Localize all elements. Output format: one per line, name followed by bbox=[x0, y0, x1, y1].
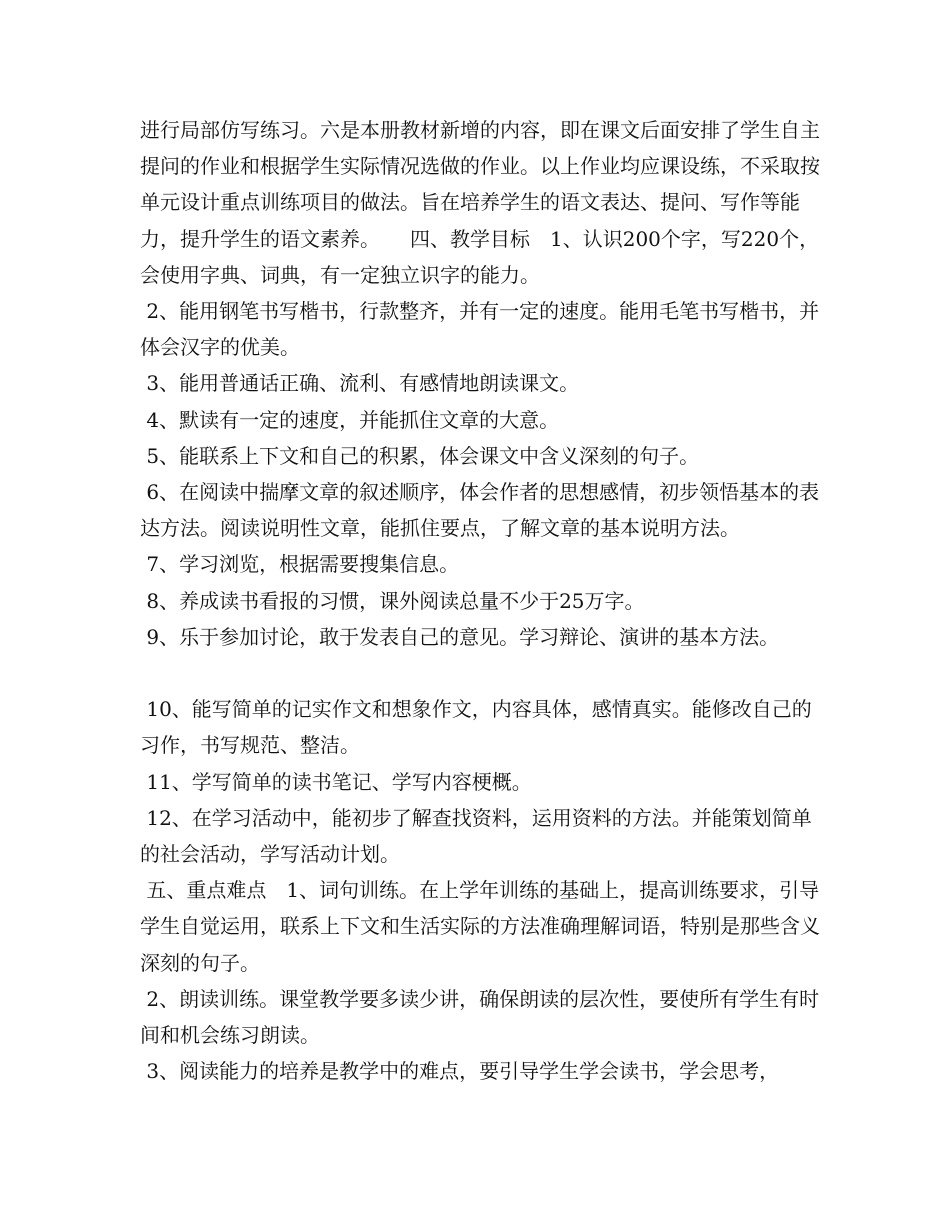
document-body bbox=[140, 112, 830, 1089]
paragraph-goal-8: 8、养成读书看报的习惯，课外阅读总量不少于25万字。 bbox=[140, 588, 645, 613]
paragraph-goal-6: 6、在阅读中揣摩文章的叙述顺序，体会作者的思想感情，初步领悟基本的表达方法。阅读说明性文章，能抓住要点，了解文章的基本说明方法。 bbox=[140, 480, 820, 541]
blank-line bbox=[140, 655, 830, 691]
paragraph-goal-12: 12、在学习活动中，能初步了解查找资料，运用资料的方法。并能策划简单的社会活动，学写活动计划。 bbox=[140, 805, 812, 867]
paragraph-key-point-2: 2、朗读训练。课堂教学要多读少讲，确保朗读的层次性，要使所有学生有时间和机会练习朗读。 bbox=[140, 986, 820, 1048]
paragraph-goal-9: 9、乐于参加讨论，敢于发表自己的意见。学习辩论、演讲的基本方法。 bbox=[140, 624, 780, 649]
paragraph-goal-10: 10、能写简单的记实作文和想象作文，内容具体，感情真实。能修改自己的习作，书写规范、整洁。 bbox=[140, 697, 812, 758]
paragraph-key-point-3: 3、阅读能力的培养是教学中的难点，要引导学生学会读书，学会思考， bbox=[140, 1059, 780, 1084]
paragraph-goal-11: 11、学写简单的读书笔记、学写内容梗概。 bbox=[140, 769, 532, 794]
paragraph-goal-4: 4、默读有一定的速度，并能抓住文章的大意。 bbox=[140, 407, 560, 432]
paragraph-goal-3: 3、能用普通话正确、流利、有感情地朗读课文。 bbox=[140, 371, 580, 396]
paragraph-goal-5: 5、能联系上下文和自己的积累，体会课文中含义深刻的句子。 bbox=[140, 443, 700, 468]
paragraph-goal-7: 7、学习浏览，根据需要搜集信息。 bbox=[140, 552, 460, 577]
paragraph-goal-2: 2、能用钢笔书写楷书，行款整齐，并有一定的速度。能用毛笔书写楷书，并体会汉字的优美。 bbox=[140, 299, 820, 360]
paragraph-key-point-1: 五、重点难点 1、词句训练。在上学年训练的基础上，提高训练要求，引导学生自觉运用，联系上下文和生活实际的方法准确理解词语，特别是那些含义深刻的句子。 bbox=[140, 878, 820, 975]
paragraph-intro-and-goal-1: 进行局部仿写练习。六是本册教材新增的内容，即在课文后面安排了学生自主提问的作业和根据学生实际情况选做的作业。以上作业均应课设练，不采取按单元设计重点训练项目的做法。旨在培养学生的语文表达、提问、写作等能力，提升学生的语文素养。 四、教学目标 1、认识200个字，写220个，会使用字典、词典，有一定独立识字的能力。 bbox=[140, 118, 820, 287]
